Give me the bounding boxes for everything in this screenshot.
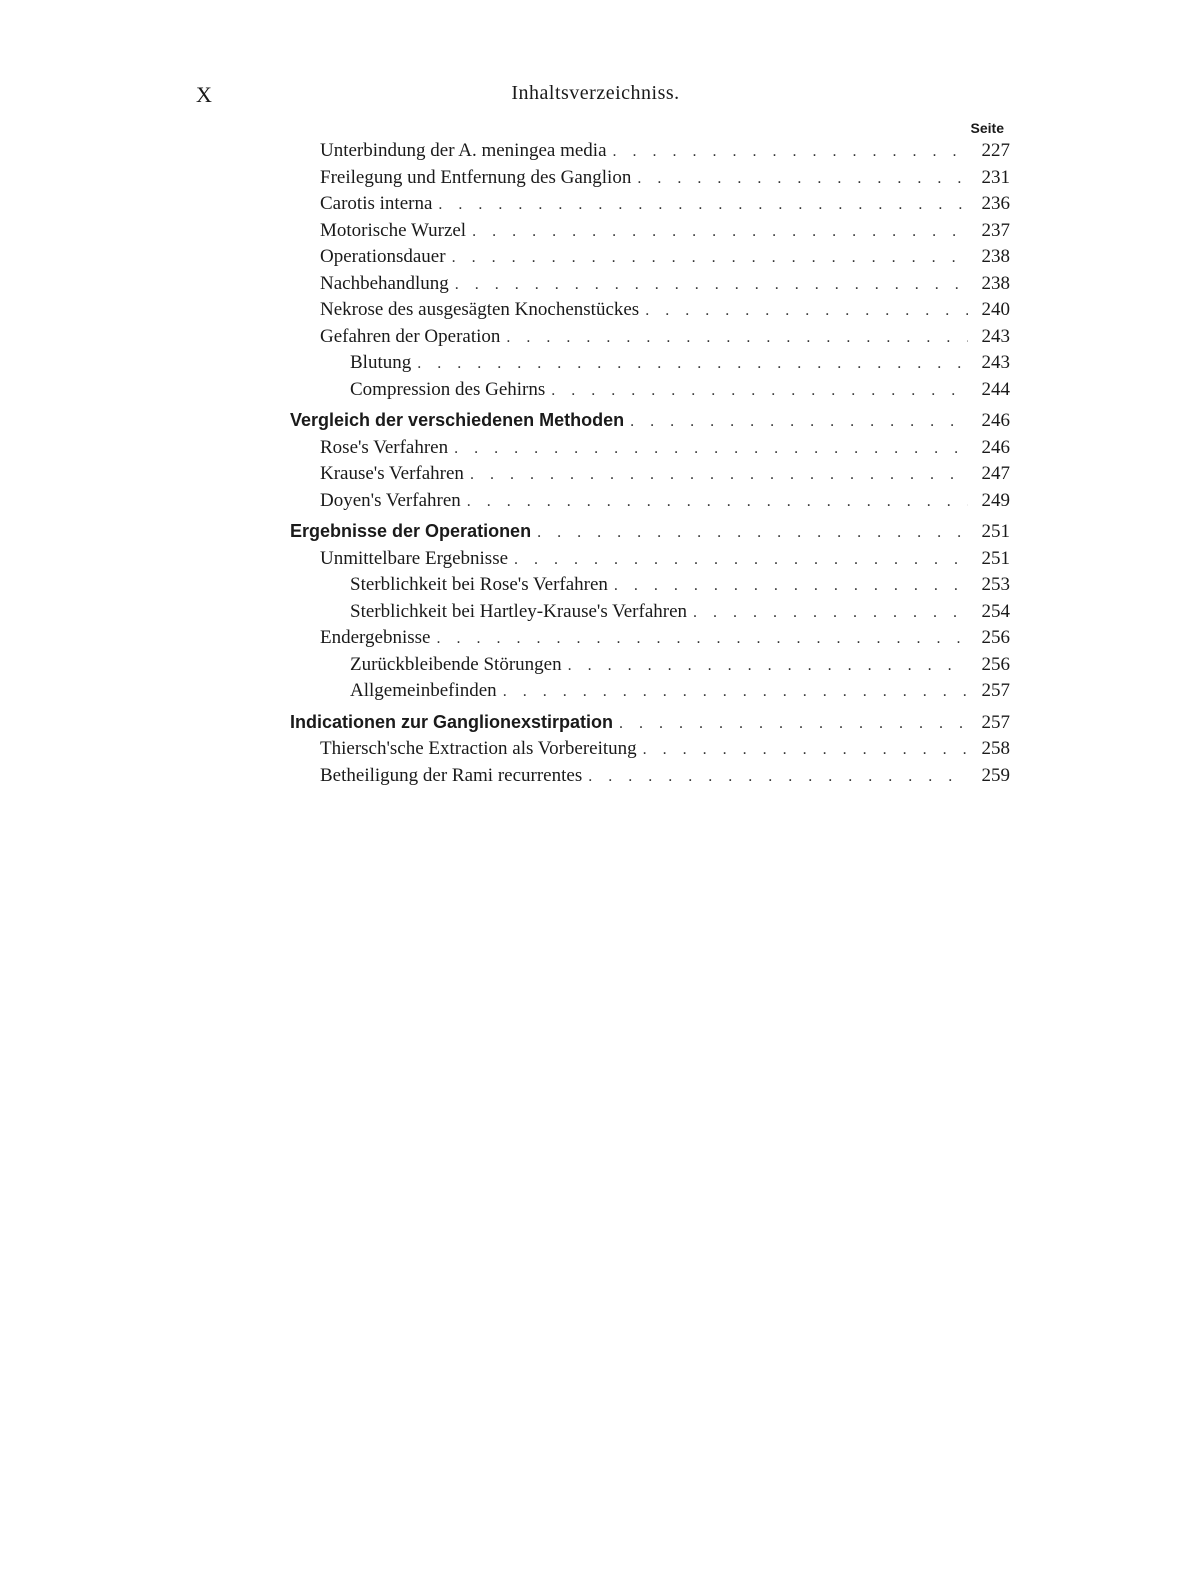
dot-leader — [455, 276, 968, 294]
toc-entry-page: 254 — [981, 600, 1010, 622]
dot-leader — [417, 355, 968, 373]
toc-entry-title: Unterbindung der A. meningea media — [320, 140, 607, 161]
toc-entry-page: 227 — [981, 140, 1010, 161]
toc-entry-page: 257 — [981, 680, 1010, 701]
toc-entry-title: Gefahren der Operation — [320, 325, 501, 347]
toc-entry — [290, 437, 1010, 464]
toc-entry — [290, 246, 1010, 273]
dot-leader — [693, 604, 968, 622]
dot-leader — [472, 223, 968, 241]
toc-entry-page: 251 — [981, 521, 1010, 542]
toc-entry-title: Thiersch'sche Extraction als Vorbereitung — [320, 738, 637, 759]
toc-entry-page: 259 — [981, 764, 1010, 786]
toc-entry-title: Blutung — [350, 352, 412, 373]
toc-entry-title: Carotis interna — [320, 193, 433, 214]
dot-leader — [630, 413, 968, 431]
toc-entry-title: Operationsdauer — [320, 246, 446, 267]
toc-entry — [290, 680, 1010, 707]
dot-leader — [514, 551, 968, 569]
toc-entry-title: Compression des Gehirns — [350, 378, 546, 400]
dot-leader — [454, 440, 968, 458]
toc-entry-title: Nekrose des ausgesägten Knochenstückes — [320, 299, 640, 320]
toc-entry-title: Ergebnisse der Operationen — [290, 521, 532, 541]
toc-entry-page: 251 — [981, 547, 1010, 569]
toc-entry-title: Krause's Verfahren — [320, 463, 464, 484]
toc-entry-title: Indicationen zur Ganglionexstirpation — [290, 711, 614, 732]
dot-leader — [613, 143, 968, 161]
toc-entry-page: 231 — [981, 166, 1010, 188]
toc-entry — [290, 167, 1010, 194]
toc-entry — [290, 299, 1010, 326]
toc-section-heading — [290, 521, 1010, 548]
toc-entry-page: 247 — [981, 463, 1010, 484]
toc-entry — [290, 574, 1010, 601]
toc-entry-page: 243 — [981, 325, 1010, 347]
toc-entry-title: Nachbehandlung — [320, 272, 449, 294]
toc-entry-page: 237 — [981, 219, 1010, 241]
toc-entry — [290, 273, 1010, 300]
toc-entry-page: 243 — [981, 352, 1010, 373]
toc-entry — [290, 738, 1010, 765]
dot-leader — [645, 302, 968, 320]
running-head: Inhaltsverzeichniss. — [511, 82, 680, 104]
dot-leader — [637, 170, 968, 188]
toc-entry-page: 240 — [981, 299, 1010, 320]
dot-leader — [452, 249, 968, 267]
page-number: X — [196, 82, 213, 107]
toc-entry-title: Doyen's Verfahren — [320, 489, 461, 511]
toc-entry-page: 238 — [981, 272, 1010, 294]
dot-leader — [470, 466, 968, 484]
dot-leader — [506, 329, 968, 347]
dot-leader — [614, 577, 968, 595]
toc-entry-page: 238 — [981, 246, 1010, 267]
toc-entry — [290, 379, 1010, 406]
toc-entry — [290, 627, 1010, 654]
toc-entry-title: Sterblichkeit bei Rose's Verfahren — [350, 574, 608, 595]
toc-entry-page: 256 — [981, 653, 1010, 675]
toc-entry-page: 236 — [981, 193, 1010, 214]
toc-entry-title: Betheiligung der Rami recurrentes — [320, 764, 583, 786]
toc-entry-title: Zurückbleibende Störungen — [350, 653, 562, 675]
dot-leader — [467, 493, 968, 511]
toc-entry-page: 249 — [981, 489, 1010, 511]
toc-entry-title: Motorische Wurzel — [320, 219, 467, 241]
dot-leader — [438, 196, 968, 214]
toc-entry — [290, 654, 1010, 681]
toc-entry-title: Sterblichkeit bei Hartley-Krause's Verfahren — [350, 600, 688, 622]
dot-leader — [551, 382, 968, 400]
toc-entry-page: 246 — [981, 410, 1010, 431]
toc-entry — [290, 463, 1010, 490]
toc-entry-title: Unmittelbare Ergebnisse — [320, 547, 509, 569]
toc-entry-page: 258 — [981, 738, 1010, 759]
toc-entry — [290, 326, 1010, 353]
table-of-contents — [290, 140, 1010, 791]
toc-entry-page: 253 — [981, 574, 1010, 595]
dot-leader — [643, 741, 968, 759]
toc-entry-title: Endergebnisse — [320, 627, 431, 648]
toc-entry — [290, 140, 1010, 167]
toc-entry-title: Allgemeinbefinden — [350, 680, 497, 701]
toc-entry-page: 256 — [981, 627, 1010, 648]
toc-entry — [290, 220, 1010, 247]
toc-entry — [290, 548, 1010, 575]
dot-leader — [588, 768, 968, 786]
toc-entry — [290, 490, 1010, 517]
toc-entry-page: 257 — [981, 711, 1010, 733]
toc-section-heading — [290, 712, 1010, 739]
toc-entry — [290, 352, 1010, 379]
toc-entry-page: 246 — [981, 436, 1010, 458]
toc-entry-title: Rose's Verfahren — [320, 436, 449, 458]
page-column-label: Seite — [970, 120, 1004, 136]
toc-section-heading — [290, 410, 1010, 437]
toc-entry-page: 244 — [981, 378, 1010, 400]
dot-leader — [537, 524, 968, 542]
dot-leader — [436, 630, 968, 648]
toc-entry — [290, 601, 1010, 628]
toc-entry — [290, 193, 1010, 220]
dot-leader — [503, 683, 968, 701]
toc-entry-title: Vergleich der verschiedenen Methoden — [290, 410, 625, 430]
dot-leader — [568, 657, 968, 675]
toc-entry-title: Freilegung und Entfernung des Ganglion — [320, 166, 632, 188]
toc-entry — [290, 765, 1010, 792]
dot-leader — [619, 715, 968, 733]
